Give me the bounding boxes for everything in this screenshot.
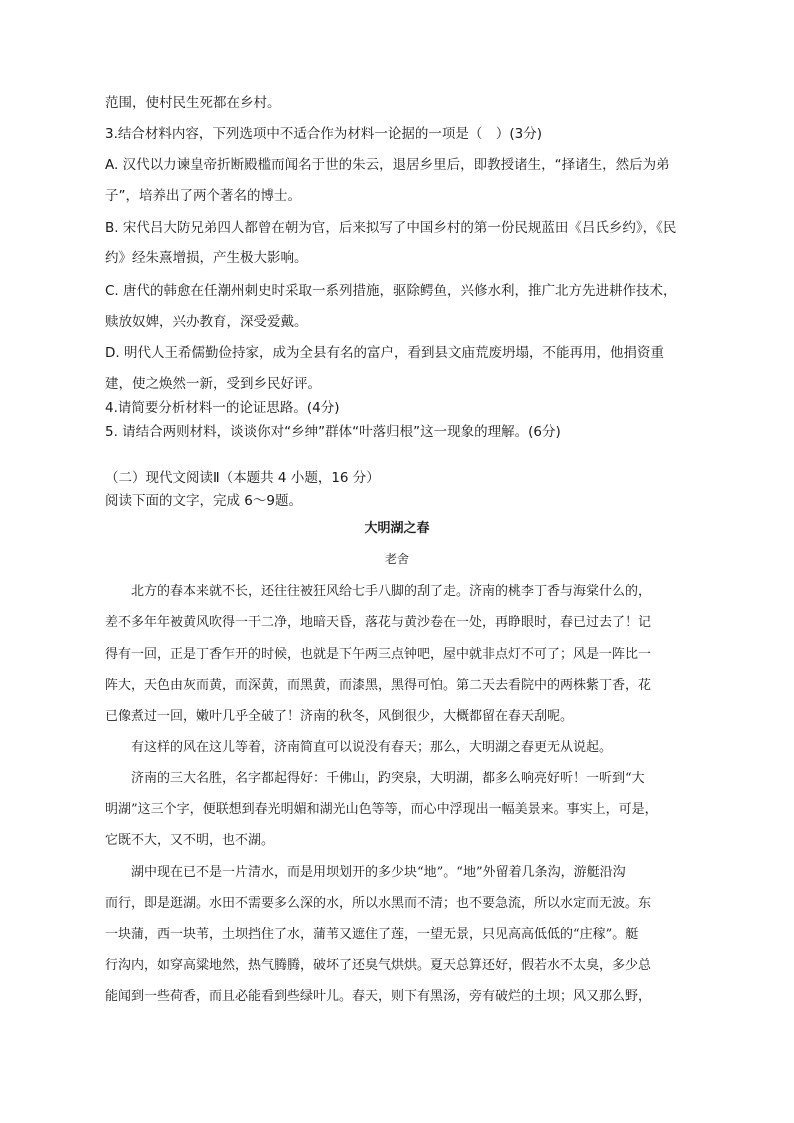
article-line: 已像煮过一回，嫩叶几乎全破了！济南的秋冬，风倒很少，大概都留在春天刮呢。 [105, 709, 574, 724]
question-3-option-b: B. 宋代吕大防兄弟四人都曾在朝为官，后来拟写了中国乡村的第一份民规蓝田《吕氏乡约》，《民 [105, 220, 677, 236]
article-line: 北方的春本来就不长，还往往被狂风给七手八脚的刮了走。济南的桃李丁香与海棠什么的， [131, 584, 652, 599]
question-3-option-c-cont: 赎放奴婢，兴办教育，深受爱戴。 [105, 314, 308, 330]
article-line: 行沟内，如穿高粱地然，热气腾腾，破坏了还臭气烘烘。夏天总算还好，假若水不太臭，多少总 [105, 958, 652, 973]
article-author: 老舍 [384, 552, 409, 566]
article-line: 有这样的风在这儿等着，济南简直可以说没有春天；那么，大明湖之春更无从说起。 [131, 740, 613, 755]
article-line: 一块蒲，西一块苇，土坝挡住了水，蒲苇又遮住了莲，一望无景，只见高高低低的“庄稼”。艇 [105, 927, 639, 942]
section-heading: （二）现代文阅读Ⅱ（本题共 4 小题，16 分） [105, 470, 380, 486]
question-3-option-a: A. 汉代以力谏皇帝折断殿槛而闻名于世的朱云，退居乡里后，即教授诸生，“择诸生，然后为弟 [105, 157, 670, 173]
article-line: 而行，即是逛湖。水田不需要多么深的水，所以水黑而不清；也不要急流，所以水定而无波。东 [105, 896, 652, 911]
article-line: 湖中现在已不是一片清水，而是用坝划开的多少块“地”。“地”外留着几条沟，游艇沿沟 [131, 865, 626, 880]
question-3-option-d: D. 明代人王希儒勤俭持家，成为全县有名的富户，看到县文庙荒废坍塌，不能再用，他捐资重 [105, 345, 664, 361]
section-instruction: 阅读下面的文字，完成 6～9题。 [105, 493, 302, 509]
question-3-option-b-cont: 约》经朱熹增损，产生极大影响。 [105, 250, 308, 266]
question-3-option-d-cont: 建，使之焕然一新，受到乡民好评。 [105, 376, 321, 392]
article-line: 差不多年年被黄风吹得一干二净，地暗天昏，落花与黄沙卷在一处，再睁眼时，春已过去了！记 [105, 615, 652, 630]
article-line: 济南的三大名胜，名字都起得好：千佛山，趵突泉，大明湖，都多么响亮好听！一听到“大 [131, 771, 645, 786]
material1-ending: 范围，使村民生死都在乡村。 [105, 95, 281, 111]
article-line: 能闻到一些荷香，而且必能看到些绿叶儿。春天，则下有黑汤，旁有破烂的土坝；风又那么野， [105, 989, 652, 1004]
article-line: 它既不大，又不明，也不湖。 [105, 833, 275, 848]
article-line: 明湖”这三个字，便联想到春光明媚和湖光山色等等，而心中浮现出一幅美景来。事实上，可是， [105, 802, 658, 817]
question-3-option-a-cont: 子”，培养出了两个著名的博士。 [105, 188, 301, 204]
question-3-option-c: C. 唐代的韩愈在任潮州刺史时采取一系列措施，驱除鳄鱼，兴修水利，推广北方先进耕作技术， [105, 283, 677, 299]
question-4: 4.请简要分析材料一的论证思路。(4分) [105, 400, 340, 416]
article-line: 得有一回，正是丁香乍开的时候，也就是下午两三点钟吧，屋中就非点灯不可了；风是一阵比一 [105, 647, 652, 662]
article-title: 大明湖之春 [364, 521, 430, 536]
question-3-stem: 3.结合材料内容，下列选项中不适合作为材料一论据的一项是（ ）(3分) [105, 126, 543, 142]
article-line: 阵大，天色由灰而黄，而深黄，而黑黄，而漆黑，黑得可怕。第二天去看院中的两株紫丁香，花 [105, 678, 652, 693]
question-5: 5. 请结合两则材料，谈谈你对“乡绅”群体“叶落归根”这一现象的理解。(6分) [105, 424, 561, 440]
